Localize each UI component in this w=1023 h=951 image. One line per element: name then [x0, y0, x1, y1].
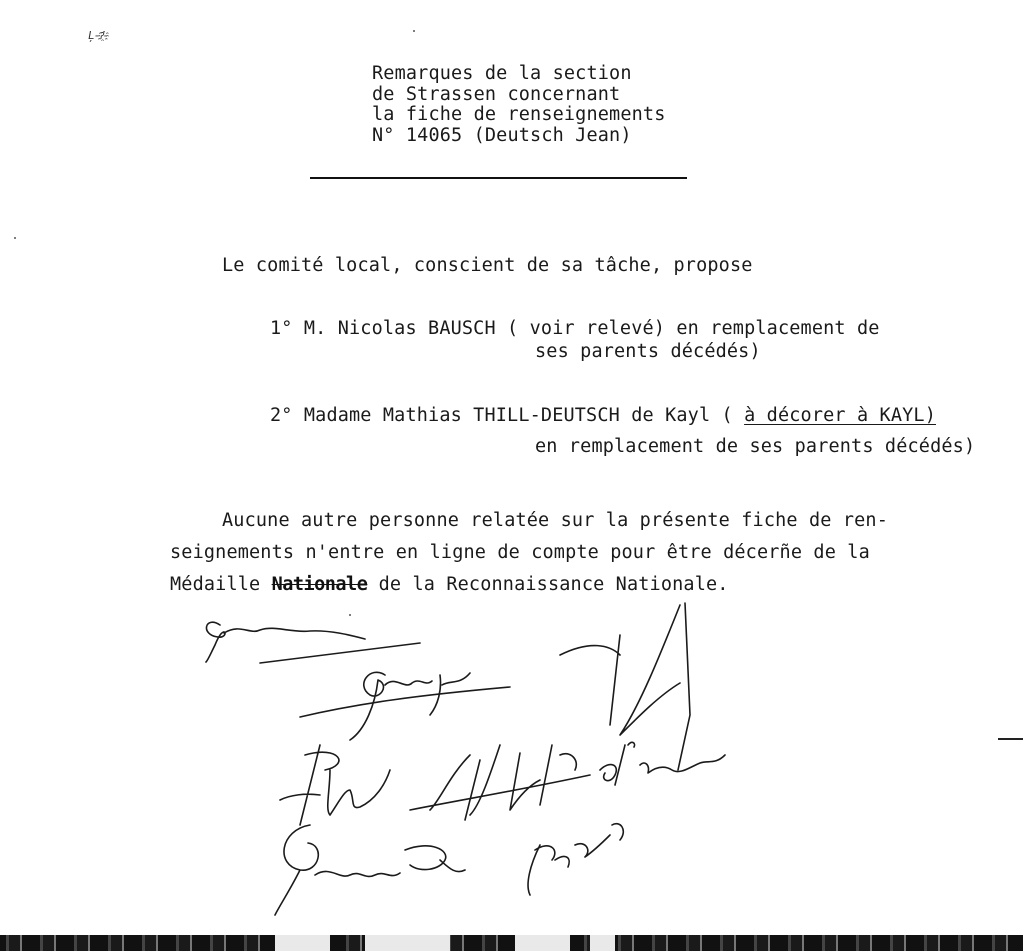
- signature-7: [275, 825, 465, 915]
- intro-text: Le comité local, conscient de sa tâche, propose: [222, 255, 753, 276]
- proposal-item-2-underlined: à décorer à KAYL): [744, 405, 936, 426]
- paragraph-line-2: seignements n'entre en ligne de compte pour être décerñe de la: [170, 542, 870, 563]
- scan-edge-gap: [275, 935, 330, 951]
- header-line: de Strassen concernant: [372, 83, 621, 105]
- signature-6: [600, 742, 725, 785]
- proposal-item-2-prefix: 2° Madame Mathias THILL-DEUTSCH de Kayl (: [270, 405, 745, 426]
- proposal-item-1-line-1: 1° M. Nicolas BAUSCH ( voir relevé) en remplacement de: [270, 318, 880, 339]
- header-line: Remarques de la section: [372, 63, 632, 84]
- proposal-item-2-line-1: [270, 406, 936, 427]
- proposal-item-2-line-2: en remplacement de ses parents décédés): [535, 436, 976, 457]
- speck: [14, 237, 16, 239]
- signature-2-underline: [300, 687, 510, 717]
- proposal-item-1-line-2: ses parents décédés): [535, 341, 761, 362]
- signature-4: [280, 745, 390, 825]
- struck-out-word: Nationale: [271, 574, 368, 595]
- signature-1: [206, 622, 365, 662]
- signature-5: [410, 745, 590, 820]
- speck: [413, 30, 415, 32]
- scan-edge-gap: [365, 935, 450, 951]
- margin-mark: [998, 738, 1023, 740]
- header-divider: [310, 177, 687, 179]
- scan-edge-gap: [590, 935, 615, 951]
- signature-1-underline: [260, 643, 420, 663]
- document-header: [372, 64, 666, 146]
- signatures-area: [180, 595, 760, 925]
- scan-edge: [0, 935, 1023, 951]
- paragraph-line-1: Aucune autre personne relatée sur la présente fiche de ren-: [222, 510, 888, 531]
- signature-2: [350, 672, 470, 740]
- paragraph-line-3-after: de la Reconnaissance Nationale.: [367, 574, 729, 595]
- signature-8: [528, 824, 623, 895]
- header-line: N° 14065 (Deutsch Jean): [372, 124, 632, 146]
- header-line: la fiche de renseignements: [372, 104, 666, 125]
- corner-mark: Ļ-ॽ҈-: [86, 29, 110, 42]
- paragraph-line-3-before: Médaille: [170, 574, 272, 595]
- paragraph-line-3: [170, 575, 729, 596]
- scan-edge-gap: [515, 935, 570, 951]
